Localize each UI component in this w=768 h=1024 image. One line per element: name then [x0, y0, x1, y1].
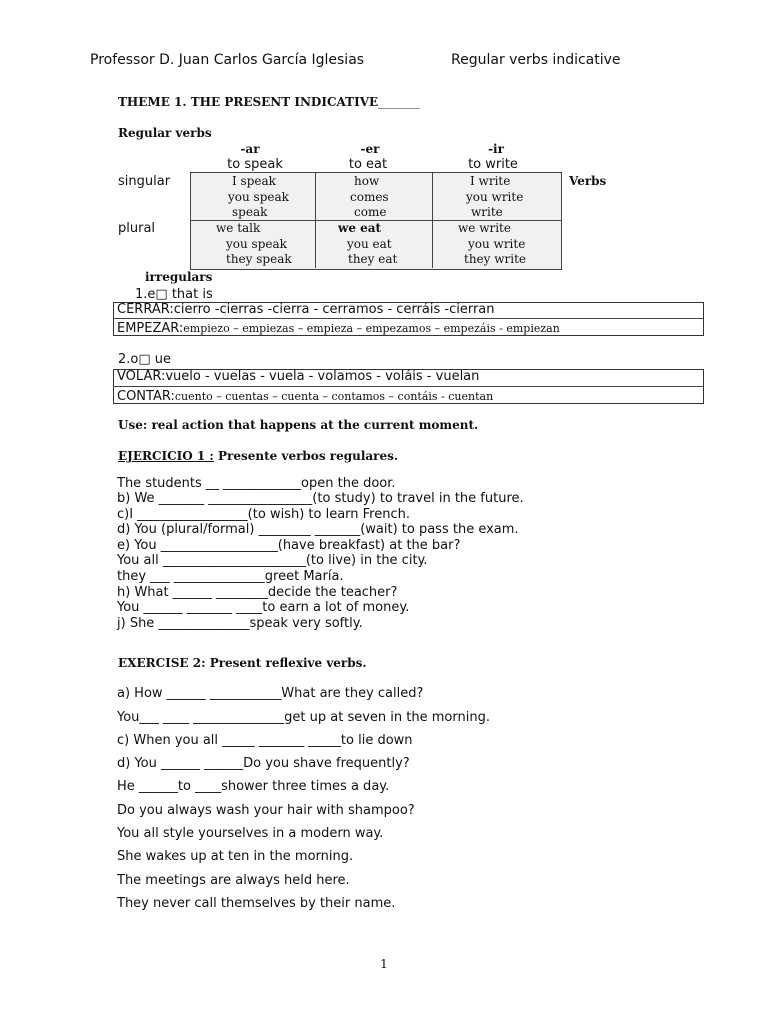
- header-author: Professor D. Juan Carlos García Iglesias: [90, 52, 365, 68]
- group1-label-text: 1.e□ that is: [135, 287, 213, 302]
- cell-line: they speak: [226, 252, 292, 266]
- cell-line: you write: [466, 189, 524, 204]
- ex1-line-5: e) You __________________(have breakfast) at the bar?: [117, 538, 461, 553]
- verb-volar-name: VOLAR:: [117, 369, 166, 384]
- cell-line: we eat: [338, 221, 382, 235]
- ex1-line-10: j) She ______________speak very softly.: [117, 616, 363, 631]
- ex2-line-3: c) When you all _____ _______ _____to lie down: [117, 733, 413, 748]
- cell-line: speak: [232, 205, 268, 219]
- cell-line: I write: [470, 174, 511, 188]
- ending-ar: -ar: [240, 142, 260, 156]
- cell-line: come: [354, 205, 387, 219]
- cell-line: we talk: [216, 221, 261, 235]
- ex2-line-7: You all style yourselves in a modern way.: [117, 826, 384, 841]
- cell-ir-plural: [458, 221, 526, 268]
- cell-ar-plural: [216, 221, 292, 268]
- exercise1-title-text: Presente verbos regulares.: [213, 449, 399, 463]
- ex2-line-6: Do you always wash your hair with shampoo?: [117, 803, 415, 818]
- cell-ir-singular: [466, 174, 523, 221]
- header-subject: Regular verbs indicative: [451, 52, 621, 68]
- theme-title-row: [118, 95, 420, 109]
- ex2-line-10: They never call themselves by their name.: [117, 896, 396, 911]
- cell-line: we write: [458, 221, 511, 235]
- regular-verbs-label: Regular verbs: [118, 126, 212, 140]
- verb-contar-name: CONTAR:: [117, 389, 175, 404]
- verb-cerrar-forms: cierro -cierras -cierra - cerramos - cerráis -cierran: [173, 302, 495, 317]
- cell-line: write: [471, 205, 503, 219]
- cell-line: you eat: [347, 236, 392, 251]
- page-number: 1: [380, 957, 388, 971]
- ex1-line-6: You all ______________________(to live) in the city.: [117, 553, 428, 568]
- group1-label: [135, 285, 213, 303]
- verb-volar: [117, 369, 479, 384]
- meaning-ir: to write: [468, 157, 518, 172]
- use-note: Use: real action that happens at the current moment.: [118, 418, 479, 432]
- ex2-line-1: a) How ______ ___________What are they called?: [117, 686, 424, 701]
- cell-line: I speak: [232, 174, 276, 188]
- cell-line: you speak: [228, 189, 289, 204]
- verb-empezar: [117, 319, 560, 337]
- ex1-line-9: You ______ _______ ____to earn a lot of money.: [117, 600, 410, 615]
- verb-volar-forms: vuelo - vuelas - vuela - volamos - voláis - vuelan: [165, 369, 480, 384]
- ex1-line-2: b) We _______ ________________(to study) to travel in the future.: [117, 491, 524, 506]
- irregulars-label: irregulars: [145, 270, 213, 284]
- ex2-line-2: You___ ____ ______________get up at seven in the morning.: [117, 710, 490, 725]
- ex1-line-1: The students __ ____________open the door.: [117, 476, 396, 491]
- cell-line: how: [354, 174, 380, 188]
- theme-title: THEME 1. THE PRESENT INDICATIVE: [118, 95, 379, 109]
- cell-line: you write: [468, 236, 526, 251]
- cell-er-singular: [350, 174, 389, 221]
- ex2-line-5: He ______to ____shower three times a day.: [117, 779, 390, 794]
- verb-contar: [117, 387, 493, 405]
- ex1-line-7: they ___ ______________greet María.: [117, 569, 344, 584]
- ex2-line-9: The meetings are always held here.: [117, 873, 350, 888]
- ending-ir: -ir: [488, 142, 504, 156]
- verb-cerrar-name: CERRAR:: [117, 302, 174, 317]
- ex1-line-8: h) What ______ ________decide the teacher?: [117, 585, 398, 600]
- verbs-side-label: Verbs: [569, 174, 607, 188]
- verb-contar-forms: cuento – cuentas – cuenta – contamos – contáis - cuentan: [174, 390, 494, 403]
- cell-line: comes: [350, 189, 389, 204]
- cell-line: you speak: [226, 236, 287, 251]
- ending-er: -er: [360, 142, 380, 156]
- verb-empezar-forms: empiezo – empiezas – empieza – empezamos – empezáis - empiezan: [183, 322, 560, 335]
- cell-line: they eat: [348, 252, 398, 266]
- cell-ar-singular: [228, 174, 289, 221]
- row-label-singular: singular: [118, 174, 171, 189]
- cell-er-plural: [338, 221, 397, 268]
- exercise1-title: [118, 449, 398, 463]
- ex2-line-8: She wakes up at ten in the morning.: [117, 849, 354, 864]
- group2-label: 2.o□ ue: [118, 352, 172, 367]
- meaning-er: to eat: [348, 157, 388, 172]
- theme-title-blank: _______: [378, 95, 421, 109]
- row-label-plural: plural: [118, 221, 156, 236]
- cell-line: they write: [464, 252, 527, 266]
- exercise1-title-label: EJERCICIO 1 :: [118, 449, 214, 463]
- meaning-ar: to speak: [227, 157, 283, 172]
- verb-cerrar: [117, 302, 495, 317]
- ex2-line-4: d) You ______ ______Do you shave frequently?: [117, 756, 410, 771]
- ex1-line-3: c)I _________________(to wish) to learn French.: [117, 507, 410, 522]
- exercise2-title: EXERCISE 2: Present reflexive verbs.: [118, 656, 367, 670]
- ex1-line-4: d) You (plural/formal) ________ _______(wait) to pass the exam.: [117, 522, 519, 537]
- verb-empezar-name: EMPEZAR:: [117, 321, 184, 336]
